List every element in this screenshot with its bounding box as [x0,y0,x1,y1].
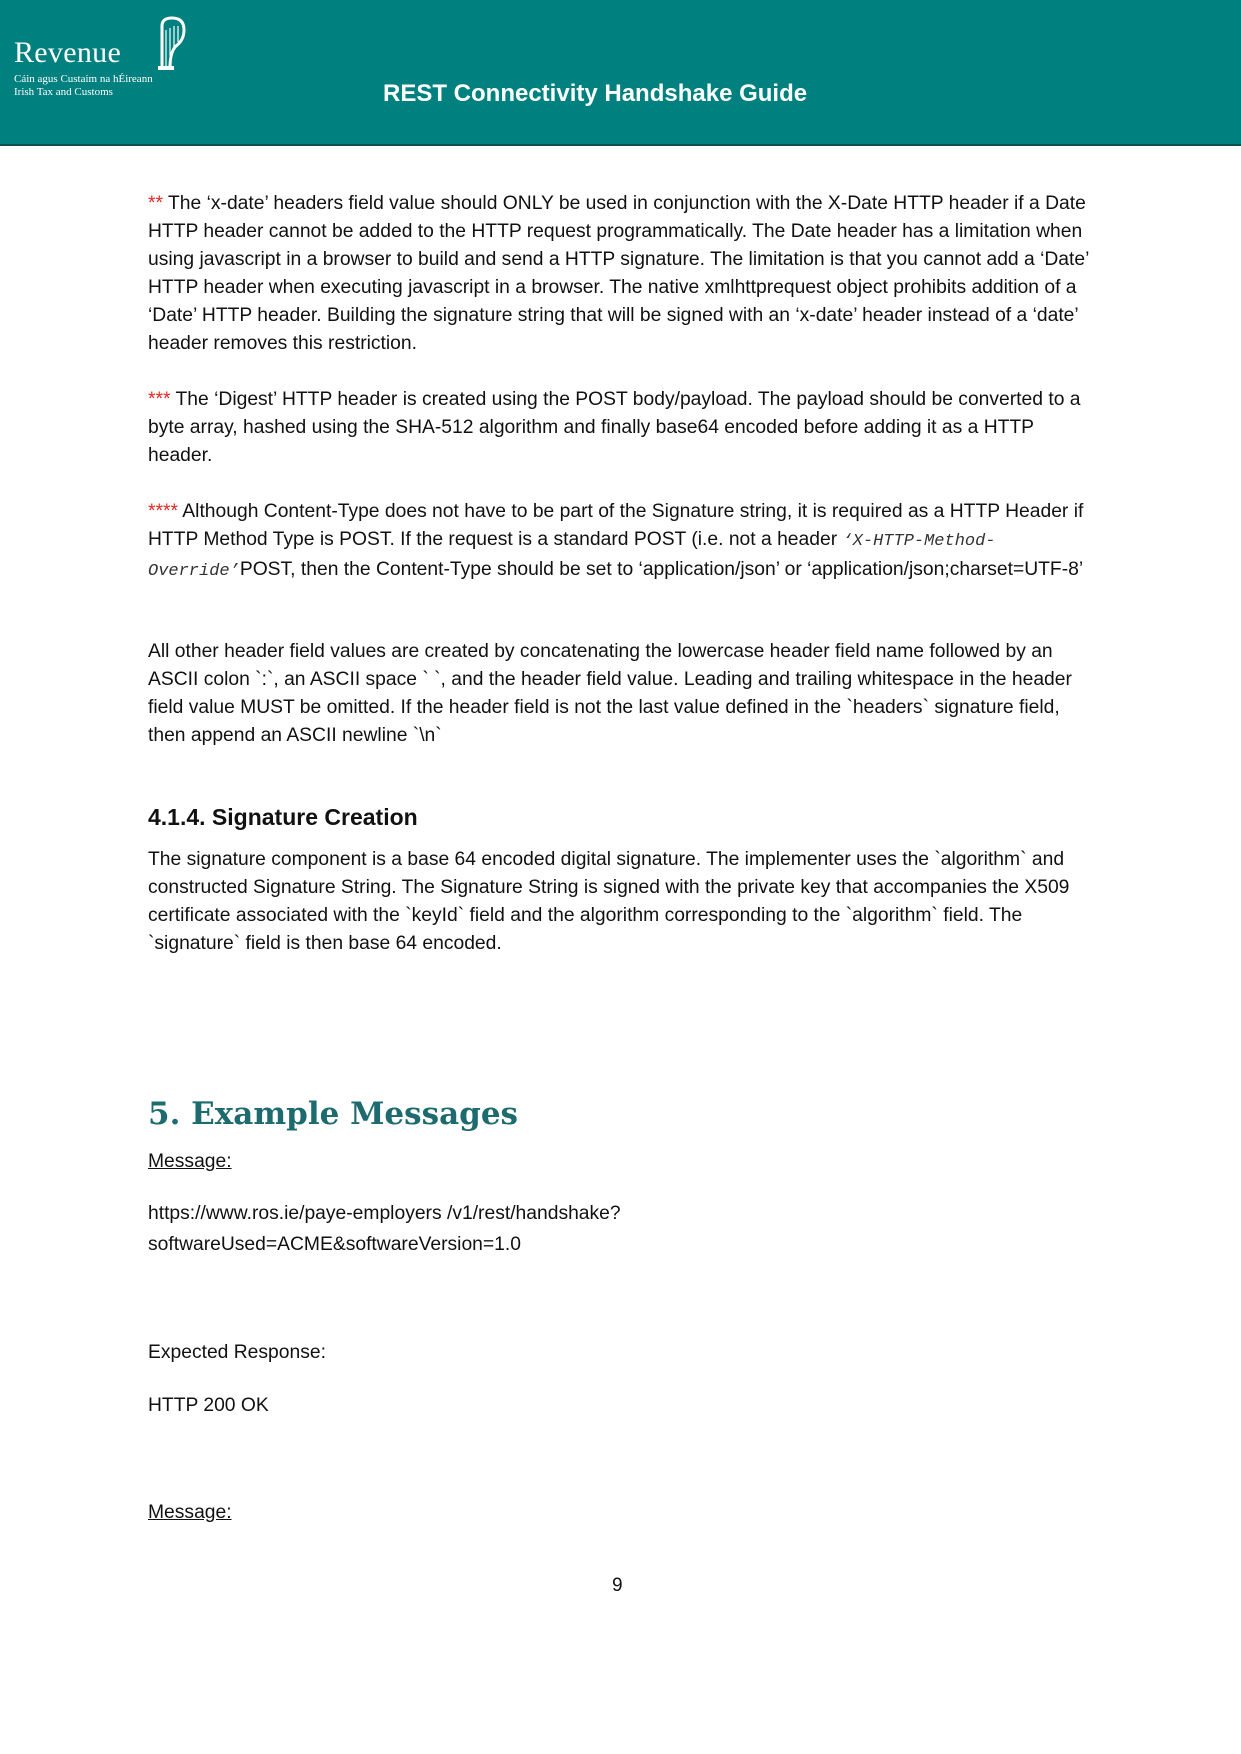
note-text: The ‘x-date’ headers field value should ONLY be used in conjunction with the X-Date HTTP header if a Date HTTP header cannot be added to the HTTP request programmatically. The Date header has a limitation when using javascript in a browser to build and send a HTTP signature. The limitation is that you cannot add a ‘Date’ HTTP header when executing javascript in a browser. The native xmlhttprequest object prohibits addition of a ‘Date’ HTTP header. Building the signature string that will be signed with an ‘x-date’ header instead of a ‘date’ header removes this restriction. [148,193,1089,354]
message-label: Message: [148,1502,232,1523]
note-marker: ** [148,193,164,214]
revenue-logo [14,16,184,108]
note-marker: **** [148,501,179,522]
request-url-line-2: softwareUsed=ACME&softwareVersion=1.0 [148,1234,521,1255]
note-x-date [148,190,1096,358]
page-number: 9 [612,1575,623,1596]
section-heading-example-messages: 5. Example Messages [148,1096,519,1132]
logo-wordmark: Revenue [14,36,122,69]
section-heading-signature-creation: 4.1.4. Signature Creation [148,804,418,830]
message-label: Message: [148,1151,232,1172]
logo-subtitle-english: Irish Tax and Customs [14,86,113,98]
note-digest [148,386,1096,470]
other-headers-paragraph: All other header field values are created by concatenating the lowercase header field name followed by an ASCII colon `:`, an ASCII space ` `, and the header field value. Leading and trailing whitespace in the header field value MUST be omitted. If the header field is not the last value defined in the `headers` signature field, then append an ASCII newline `\n` [148,641,1072,746]
note-text-continued: POST, then the Content-Type should be set to ‘application/json’ or ‘application/json;charset=UTF-8’ [239,559,1084,580]
logo-subtitle-irish: Cáin agus Custaim na hÉireann [14,73,153,85]
harp-icon [154,16,190,72]
note-content-type [148,498,1096,586]
note-text: The ‘Digest’ HTTP header is created using the POST body/payload. The payload should be converted to a byte array, hashed using the SHA-512 algorithm and finally base64 encoded before adding it as a HTTP header. [148,389,1081,466]
request-url-line-1: https://www.ros.ie/paye-employers /v1/rest/handshake? [148,1203,621,1224]
note-marker: *** [148,389,171,410]
signature-creation-paragraph: The signature component is a base 64 encoded digital signature. The implementer uses the `algorithm` and constructed Signature String. The Signature String is signed with the private key that accompanies the X509 certificate associated with the `keyId` field and the algorithm corresponding to the `algorithm` field. The `signature` field is then base 64 encoded. [148,849,1070,954]
expected-response-label: Expected Response: [148,1342,326,1363]
expected-response-value: HTTP 200 OK [148,1395,269,1416]
note-text: Although Content-Type does not have to be part of the Signature string, it is required as a HTTP Header if HTTP Method Type is POST. If the request is a standard POST (i.e. not a header [148,501,1084,550]
method-override-code: ‘X-HTTP-Method-Override’ [148,532,996,581]
document-title: REST Connectivity Handshake Guide [383,80,808,107]
page-header [0,0,1241,146]
